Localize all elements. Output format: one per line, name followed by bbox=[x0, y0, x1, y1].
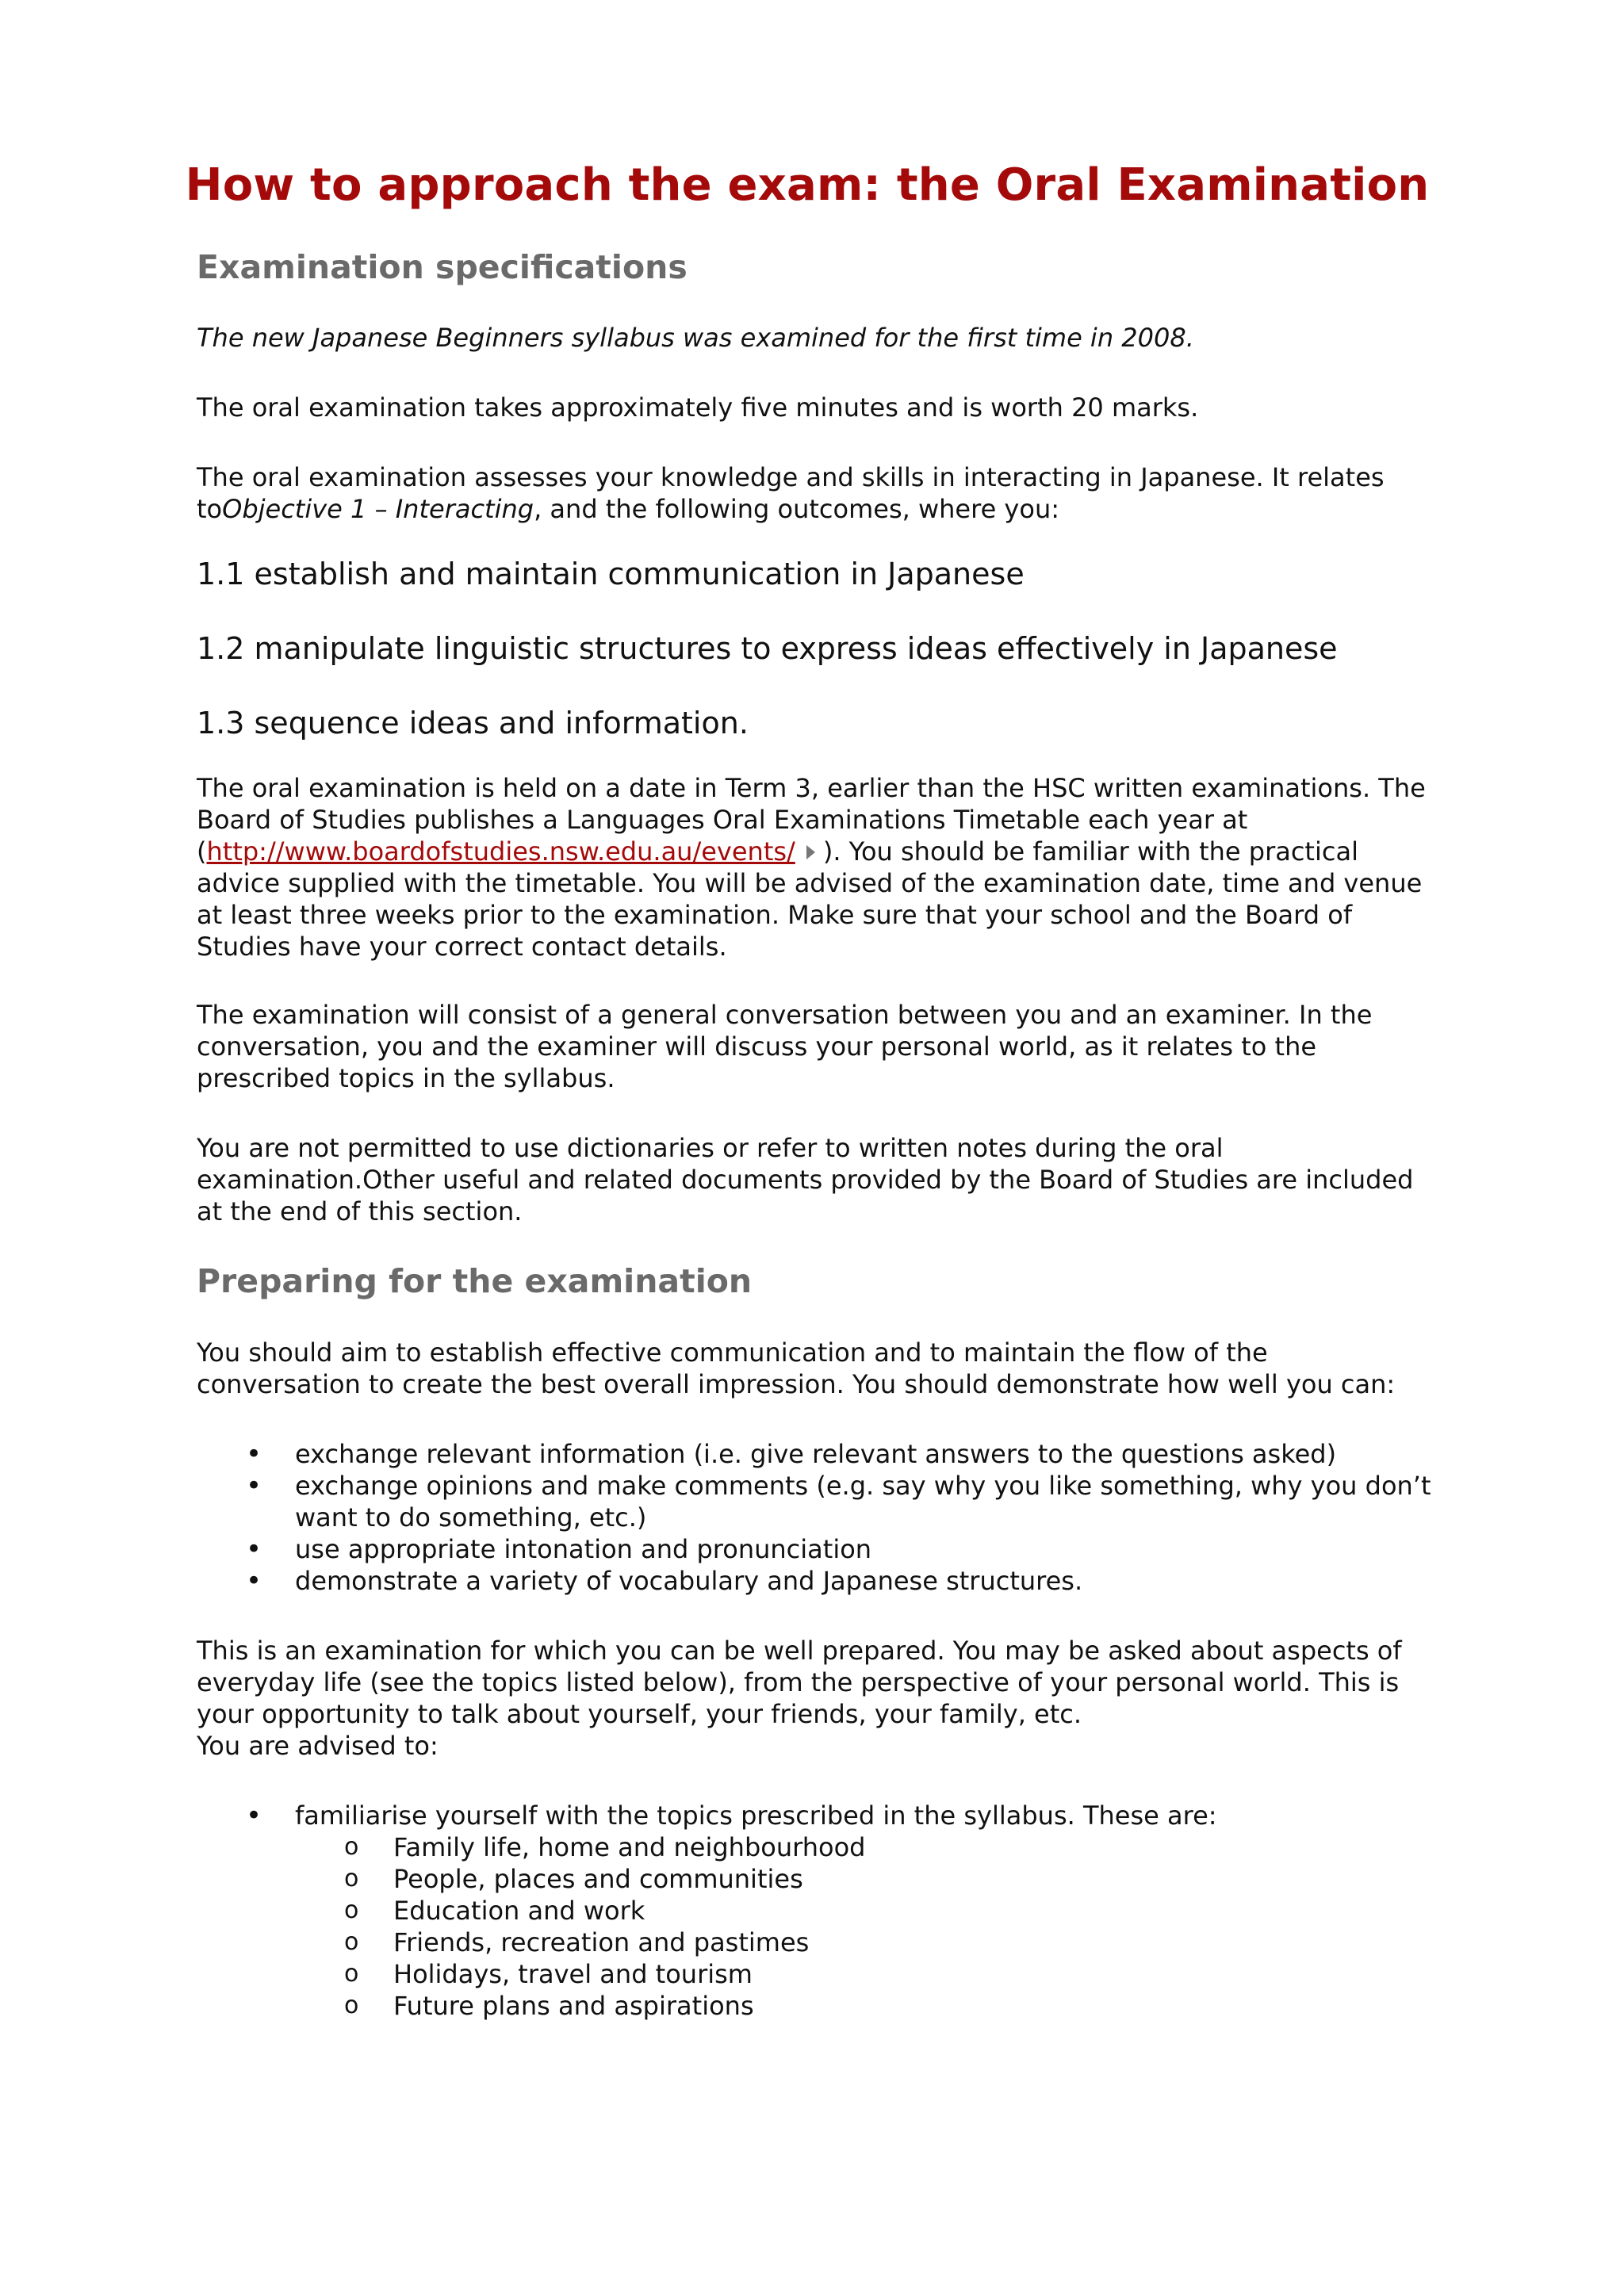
objective-italic: Objective 1 – Interacting bbox=[222, 494, 534, 525]
topics-list bbox=[295, 1831, 1434, 2022]
advised-line: You are advised to: bbox=[197, 1730, 439, 1761]
skills-list bbox=[197, 1438, 1434, 1597]
advice-item-text: familiarise yourself with the topics prescribed in the syllabus. These are: bbox=[295, 1800, 1217, 1831]
topic-item: o Future plans and aspirations bbox=[393, 1990, 1434, 2022]
section-heading-preparing: Preparing for the examination bbox=[197, 1262, 753, 1301]
topic-item: o Friends, recreation and pastimes bbox=[393, 1927, 1434, 1958]
document-page bbox=[185, 159, 1434, 2022]
list-item bbox=[295, 1800, 1434, 2022]
objective-text-start: The oral examination assesses your knowledge and skills in interacting in Japanese. It relates to bbox=[197, 462, 1385, 525]
outcome-1-1: 1.1 establish and maintain communication in Japanese bbox=[197, 557, 1025, 592]
well-prepared-paragraph: This is an examination for which you can be well prepared. You may be asked about aspects of everyday life (see the topics listed below), from the perspective of your personal world. This is your opportunity to talk about yourself, your friends, your family, etc. bbox=[197, 1635, 1402, 1729]
play-arrow-icon bbox=[806, 845, 815, 859]
page-title: How to approach the exam: the Oral Examination bbox=[185, 159, 1430, 211]
advice-list bbox=[197, 1800, 1434, 2022]
topic-item: o Holidays, travel and tourism bbox=[393, 1958, 1434, 1990]
topic-item: o Education and work bbox=[393, 1895, 1434, 1927]
timetable-text-start: The oral examination is held on a date in Term 3, earlier than the HSC written examinations. The Board of Studies publishes a Languages Oral Examinations Timetable each year at ( bbox=[197, 773, 1426, 867]
topic-item: o People, places and communities bbox=[393, 1863, 1434, 1895]
timetable-paragraph bbox=[197, 772, 1434, 962]
topic-item: o Family life, home and neighbourhood bbox=[393, 1831, 1434, 1863]
list-item: • use appropriate intonation and pronunciation bbox=[295, 1533, 1434, 1565]
intro-paragraph: The new Japanese Beginners syllabus was examined for the first time in 2008. bbox=[197, 323, 1194, 354]
objective-paragraph bbox=[197, 461, 1434, 525]
list-item: • exchange relevant information (i.e. give relevant answers to the questions asked) bbox=[295, 1438, 1434, 1470]
outcome-1-3: 1.3 sequence ideas and information. bbox=[197, 706, 749, 741]
list-item: • demonstrate a variety of vocabulary and Japanese structures. bbox=[295, 1565, 1434, 1597]
list-item: • exchange opinions and make comments (e.g. say why you like something, why you don’t want to do something, etc.) bbox=[295, 1470, 1434, 1533]
events-link[interactable]: http://www.boardofstudies.nsw.edu.au/events/ bbox=[206, 836, 795, 867]
preparing-paragraph: You should aim to establish effective communication and to maintain the flow of the conversation to create the best overall impression. You should demonstrate how well you can: bbox=[197, 1337, 1396, 1399]
conversation-paragraph: The examination will consist of a general conversation between you and an examiner. In the conversation, you and the examiner will discuss your personal world, as it relates to the prescribed topics in the syllabus. bbox=[197, 1000, 1373, 1094]
timetable-text-end: ). You should be familiar with the practical advice supplied with the timetable. You will be advised of the examination date, time and venue at least three weeks prior to the examination. Make sure that your school and the Board of Studies have your correct contact details. bbox=[197, 836, 1423, 962]
objective-text-end: , and the following outcomes, where you: bbox=[534, 494, 1059, 525]
outcome-1-2: 1.2 manipulate linguistic structures to express ideas effectively in Japanese bbox=[197, 631, 1338, 667]
section-heading-specifications: Examination specifications bbox=[197, 248, 688, 287]
notes-paragraph: You are not permitted to use dictionaries or refer to written notes during the oral examination.Other useful and related documents provided by the Board of Studies are included at the end of this section. bbox=[197, 1133, 1414, 1227]
duration-paragraph: The oral examination takes approximately five minutes and is worth 20 marks. bbox=[197, 392, 1199, 423]
